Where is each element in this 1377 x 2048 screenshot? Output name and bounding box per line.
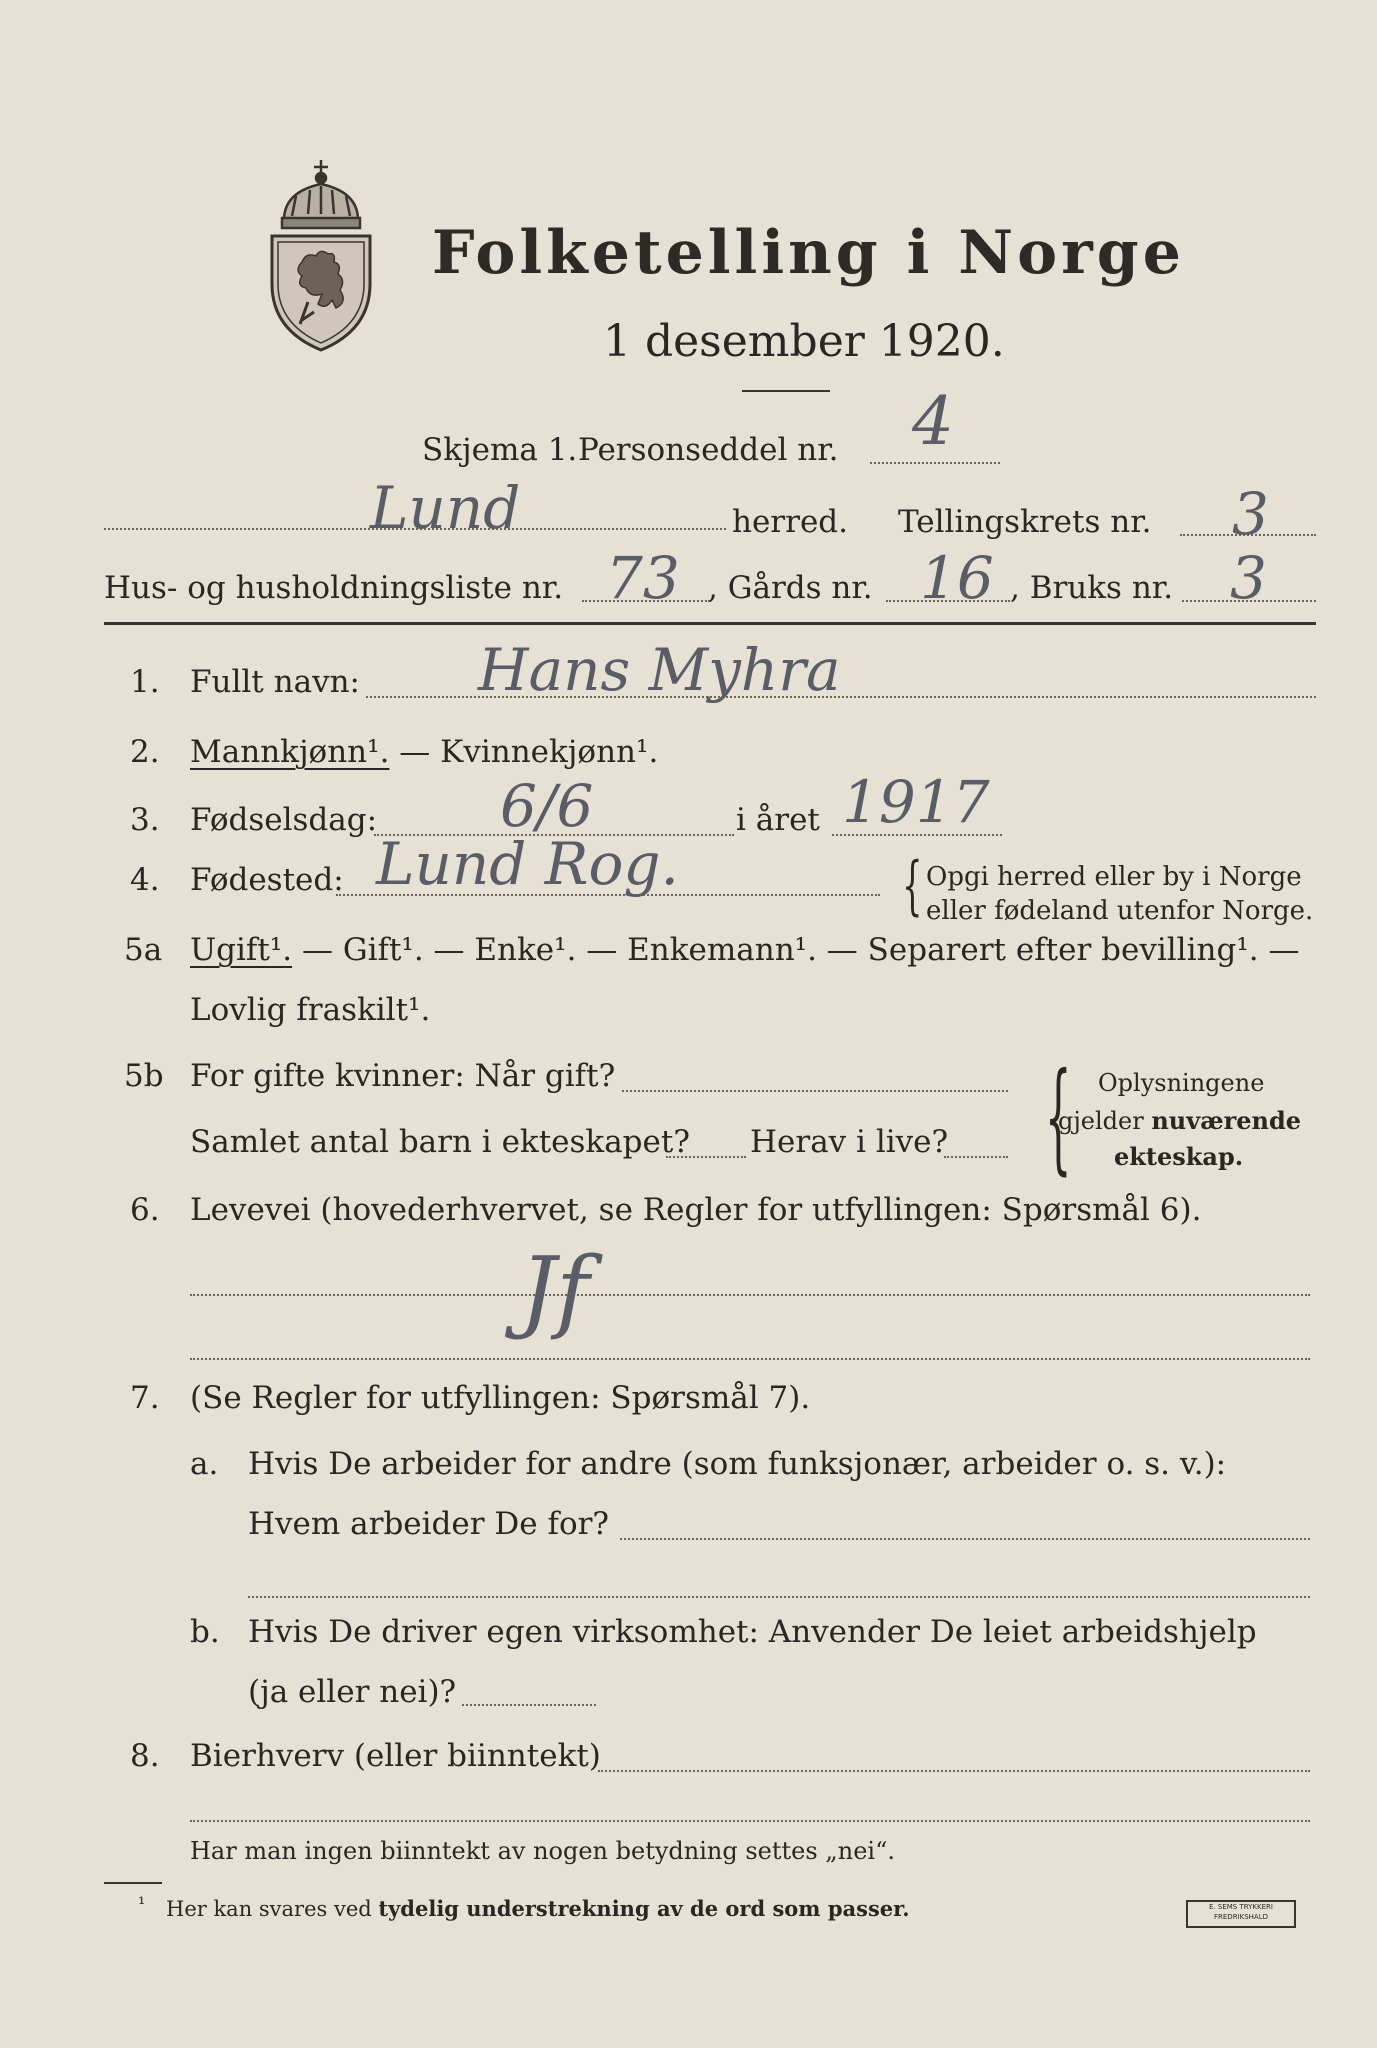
q6-line2 — [190, 1358, 1310, 1360]
printer-stamp-line1: E. SEMS TRYKKERI — [1209, 1903, 1273, 1911]
q2-options — [190, 734, 658, 770]
q5b-label3: Herav i live? — [750, 1124, 949, 1160]
q1-number: 1. — [130, 664, 160, 700]
form-date: 1 desember 1920. — [603, 316, 1005, 367]
q5a-rest: — Gift¹. — Enke¹. — Enkemann¹. — Separert efter bevilling¹. — — [292, 932, 1300, 968]
form-title: Folketelling i Norge — [432, 218, 1185, 288]
q3-aaret-label: i året — [736, 802, 820, 838]
q5b-note1: Oplysningene — [1098, 1069, 1265, 1097]
hus-value: 73 — [606, 544, 680, 612]
bruks-label: , Bruks nr. — [1010, 570, 1174, 606]
q5a-options — [190, 932, 1299, 968]
q4-brace: { — [902, 849, 923, 923]
q4-value: Lund Rog. — [376, 830, 679, 898]
header-separator — [104, 622, 1316, 625]
q2-sep: — — [389, 734, 441, 770]
q5a-line2: Lovlig fraskilt¹. — [190, 992, 431, 1028]
q6-value: Jf — [520, 1238, 590, 1343]
q5b-note2a: gjelder — [1058, 1107, 1152, 1135]
herred-value: Lund — [370, 474, 521, 542]
gards-label: , Gårds nr. — [708, 570, 873, 606]
hus-label: Hus- og husholdningsliste nr. — [104, 570, 564, 606]
q7a-text: Hvis De arbeider for andre (som funksjonær, arbeider o. s. v.): — [248, 1446, 1227, 1482]
tellingskrets-label: Tellingskrets nr. — [898, 504, 1152, 540]
q2-kvinne: Kvinnekjønn¹. — [440, 734, 659, 770]
q7-label: (Se Regler for utfyllingen: Spørsmål 7). — [190, 1380, 811, 1416]
q8-label: Bierhverv (eller biinntekt) — [190, 1738, 601, 1774]
q5b-note2b: nuværende — [1151, 1106, 1302, 1135]
q5b-label2: Samlet antal barn i ekteskapet? — [190, 1124, 690, 1160]
footnote-text — [166, 1896, 910, 1922]
q4-number: 4. — [130, 862, 160, 898]
q4-note2: eller fødeland utenfor Norge. — [926, 896, 1314, 926]
printer-stamp-line2: FREDRIKSHALD — [1213, 1913, 1268, 1921]
q8-note: Har man ingen biinntekt av nogen betydning settes „nei“. — [190, 1837, 895, 1865]
q3-number: 3. — [130, 802, 160, 838]
q5b-brace: { — [1044, 1048, 1072, 1187]
q8-number: 8. — [130, 1738, 160, 1774]
q5a-ugift: Ugift¹. — [190, 932, 293, 968]
q5b-number: 5b — [124, 1058, 164, 1094]
q7b-line2: (ja eller nei)? — [248, 1674, 457, 1710]
printer-stamp — [1186, 1900, 1296, 1928]
norwegian-coat-of-arms-icon — [262, 152, 380, 352]
q5a-number: 5a — [124, 932, 163, 968]
q5b-note3: ekteskap. — [1114, 1142, 1244, 1171]
q7b-text: Hvis De driver egen virksomhet: Anvender De leiet arbeidshjelp — [248, 1614, 1257, 1650]
q7a-answer-line1 — [620, 1538, 1310, 1540]
q5b-line2 — [666, 1156, 746, 1158]
q2-number: 2. — [130, 734, 160, 770]
q5b-line1 — [622, 1090, 1008, 1092]
footnote-pre: Her kan svares ved — [166, 1897, 379, 1921]
skjema-label: Skjema 1. — [422, 432, 578, 468]
q3-aaret-value: 1917 — [842, 768, 990, 836]
bruks-value: 3 — [1230, 544, 1267, 612]
q8-line2 — [190, 1820, 1310, 1822]
q7b-letter: b. — [190, 1614, 220, 1650]
q5b-note2 — [1058, 1106, 1301, 1136]
q1-value: Hans Myhra — [478, 636, 841, 704]
q3-label: Fødselsdag: — [190, 802, 378, 838]
footnote-mark: ¹ — [138, 1894, 146, 1915]
gards-value: 16 — [920, 544, 994, 612]
personseddel-label: Personseddel nr. — [578, 432, 839, 468]
q7a-line2: Hvem arbeider De for? — [248, 1506, 610, 1542]
q7a-answer-line2 — [248, 1596, 1310, 1598]
q3-value: 6/6 — [500, 772, 594, 840]
q7a-letter: a. — [190, 1446, 219, 1482]
q7b-answer-line — [462, 1704, 596, 1706]
q2-mann: Mannkjønn¹. — [190, 734, 390, 770]
q8-line1 — [598, 1770, 1310, 1772]
q6-number: 6. — [130, 1192, 160, 1228]
personseddel-line — [870, 462, 1000, 464]
tellingskrets-value: 3 — [1232, 480, 1269, 548]
q7-number: 7. — [130, 1380, 160, 1416]
footnote-divider — [104, 1882, 162, 1884]
title-divider — [742, 390, 830, 392]
q6-line1 — [190, 1294, 1310, 1296]
q4-note1: Opgi herred eller by i Norge — [926, 862, 1302, 892]
q6-label: Levevei (hovederhvervet, se Regler for utfyllingen: Spørsmål 6). — [190, 1192, 1202, 1228]
q5b-line3 — [944, 1156, 1008, 1158]
herred-label: herred. — [732, 504, 848, 540]
q1-label: Fullt navn: — [190, 664, 360, 700]
q4-label: Fødested: — [190, 862, 344, 898]
q5b-label1: For gifte kvinner: Når gift? — [190, 1058, 616, 1094]
footnote-bold: tydelig understrekning av de ord som passer. — [378, 1896, 910, 1921]
personseddel-value: 4 — [912, 383, 954, 460]
